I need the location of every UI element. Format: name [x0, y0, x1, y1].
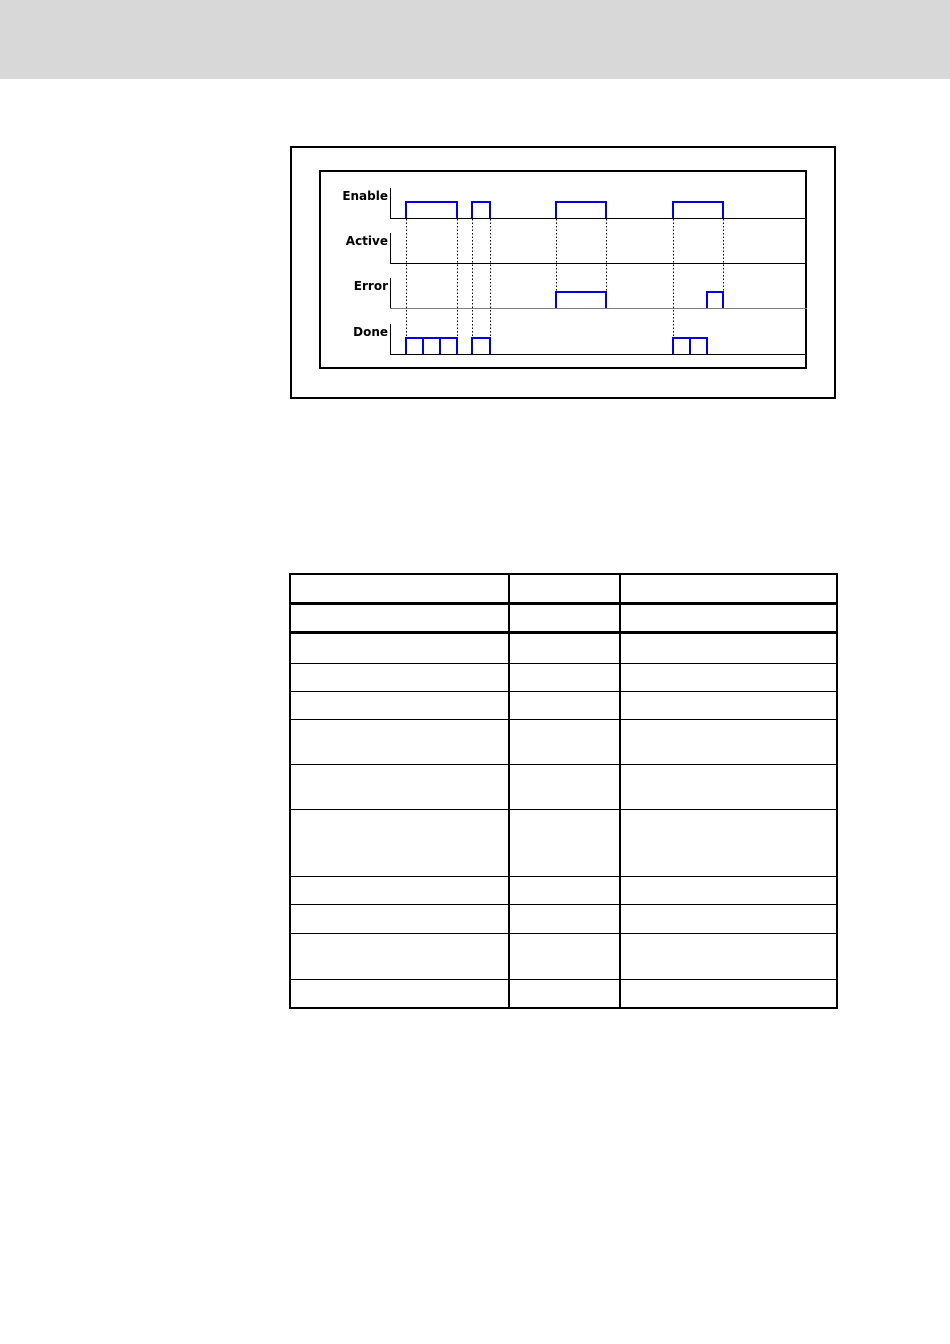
signal-pulse	[673, 202, 723, 218]
table-cell	[508, 692, 619, 719]
table-cell	[291, 664, 508, 691]
table-cell	[508, 575, 619, 602]
table-cell	[508, 720, 619, 764]
signal-label-error: Error	[353, 279, 388, 293]
signal-pulse	[707, 292, 723, 308]
table-row	[291, 934, 836, 980]
signal-pulse	[406, 202, 457, 218]
figure-inner-border	[320, 171, 806, 368]
table-cell	[508, 877, 619, 904]
table-cell	[619, 692, 836, 719]
table-cell	[291, 905, 508, 933]
signal-pulse	[472, 202, 490, 218]
table-header-row	[291, 575, 836, 605]
table-cell	[508, 810, 619, 876]
table-cell	[291, 877, 508, 904]
table-row	[291, 634, 836, 664]
table-row	[291, 877, 836, 905]
timing-diagram	[290, 146, 836, 399]
table-cell	[508, 605, 619, 631]
signal-pulse	[472, 338, 490, 354]
table-cell	[508, 634, 619, 663]
table-cell	[291, 720, 508, 764]
signal-label-active: Active	[345, 234, 388, 248]
table-cell	[291, 575, 508, 602]
table-cell	[619, 877, 836, 904]
table-row	[291, 810, 836, 877]
table-cell	[291, 765, 508, 809]
table-cell	[291, 605, 508, 631]
table-cell	[619, 664, 836, 691]
table-row	[291, 980, 836, 1007]
table-cell	[619, 765, 836, 809]
table-cell	[619, 810, 836, 876]
table-row	[291, 664, 836, 692]
signal-pulse	[556, 202, 606, 218]
table-cell	[508, 905, 619, 933]
table-cell	[508, 980, 619, 1007]
table-row	[291, 765, 836, 810]
table-cell	[619, 980, 836, 1007]
table-cell	[291, 934, 508, 979]
signal-table	[289, 573, 838, 1009]
signal-label-enable: Enable	[342, 189, 388, 203]
table-row	[291, 905, 836, 934]
table-cell	[619, 905, 836, 933]
table-cell	[619, 720, 836, 764]
table-cell	[291, 980, 508, 1007]
signal-pulse	[406, 338, 457, 354]
table-cell	[619, 605, 836, 631]
signal-label-done: Done	[353, 325, 388, 339]
table-cell	[291, 634, 508, 663]
signal-pulse	[556, 292, 606, 308]
table-cell	[508, 765, 619, 809]
table-row	[291, 720, 836, 765]
table-cell	[291, 810, 508, 876]
table-cell	[619, 634, 836, 663]
figure-outer-border	[291, 147, 835, 398]
table-cell	[291, 692, 508, 719]
table-row	[291, 692, 836, 720]
table-cell	[508, 934, 619, 979]
header-band	[0, 0, 950, 79]
table-cell	[508, 664, 619, 691]
table-row	[291, 605, 836, 634]
table-cell	[619, 934, 836, 979]
table-cell	[619, 575, 836, 602]
